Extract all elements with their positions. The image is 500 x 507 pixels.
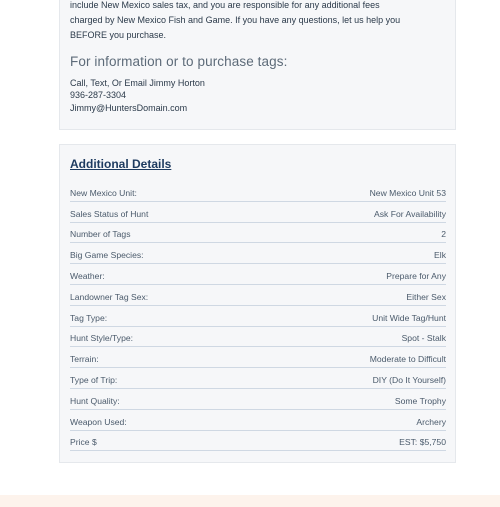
details-list: [70, 181, 446, 451]
footer-band: [0, 495, 500, 507]
detail-label: Weather:: [70, 270, 105, 281]
detail-value: Some Trophy: [394, 395, 446, 406]
purchase-info-card: [59, 0, 456, 130]
contact-email[interactable]: Jimmy@HuntersDomain.com: [70, 102, 188, 113]
detail-row: [70, 202, 446, 223]
detail-row: [70, 368, 446, 389]
detail-value: EST: $5,750: [399, 437, 446, 448]
detail-value: Unit Wide Tag/Hunt: [372, 312, 446, 323]
contact-name: Call, Text, Or Email Jimmy Horton: [70, 78, 205, 88]
detail-value: Prepare for Any: [386, 270, 446, 281]
additional-details-card: [59, 144, 456, 463]
detail-value: Either Sex: [406, 291, 446, 302]
detail-value: DIY (Do It Yourself): [372, 374, 446, 385]
detail-row: [70, 223, 446, 244]
intro-text: [70, 0, 450, 43]
detail-value: Archery: [416, 416, 446, 427]
purchase-info-heading: For information or to purchase tags:: [70, 54, 288, 69]
detail-value: 2: [441, 229, 446, 240]
detail-value: Ask For Availability: [374, 208, 446, 219]
detail-label: Price $: [70, 437, 97, 448]
contact-phone[interactable]: 936-287-3304: [70, 90, 127, 101]
detail-label: Landowner Tag Sex:: [70, 291, 149, 302]
detail-label: Hunt Style/Type:: [70, 333, 134, 344]
detail-label: Terrain:: [70, 354, 99, 365]
detail-label: Number of Tags: [70, 229, 131, 240]
intro-line: charged by New Mexico Fish and Game. If you have any questions, let us help you: [70, 15, 401, 25]
detail-label: Tag Type:: [70, 312, 108, 323]
contact-block: [70, 77, 205, 114]
detail-value: Elk: [434, 250, 446, 261]
detail-value: Spot - Stalk: [401, 333, 446, 344]
detail-row: [70, 285, 446, 306]
detail-row: [70, 389, 446, 410]
detail-row: [70, 264, 446, 285]
intro-line: BEFORE you purchase.: [70, 30, 167, 40]
detail-label: Type of Trip:: [70, 374, 118, 385]
additional-details-title: Additional Details: [70, 157, 172, 171]
detail-label: Weapon Used:: [70, 416, 127, 427]
detail-row: [70, 306, 446, 327]
detail-row: [70, 243, 446, 264]
detail-row: [70, 327, 446, 348]
detail-label: New Mexico Unit:: [70, 187, 137, 198]
intro-line: include New Mexico sales tax, and you are responsible for any additional fees: [70, 0, 380, 10]
detail-label: Sales Status of Hunt: [70, 208, 149, 219]
detail-row: [70, 410, 446, 431]
detail-value: New Mexico Unit 53: [369, 187, 446, 198]
detail-label: Hunt Quality:: [70, 395, 120, 406]
detail-row: [70, 347, 446, 368]
detail-row: [70, 181, 446, 202]
detail-value: Moderate to Difficult: [369, 354, 446, 365]
detail-label: Big Game Species:: [70, 250, 144, 261]
detail-row: [70, 431, 446, 452]
